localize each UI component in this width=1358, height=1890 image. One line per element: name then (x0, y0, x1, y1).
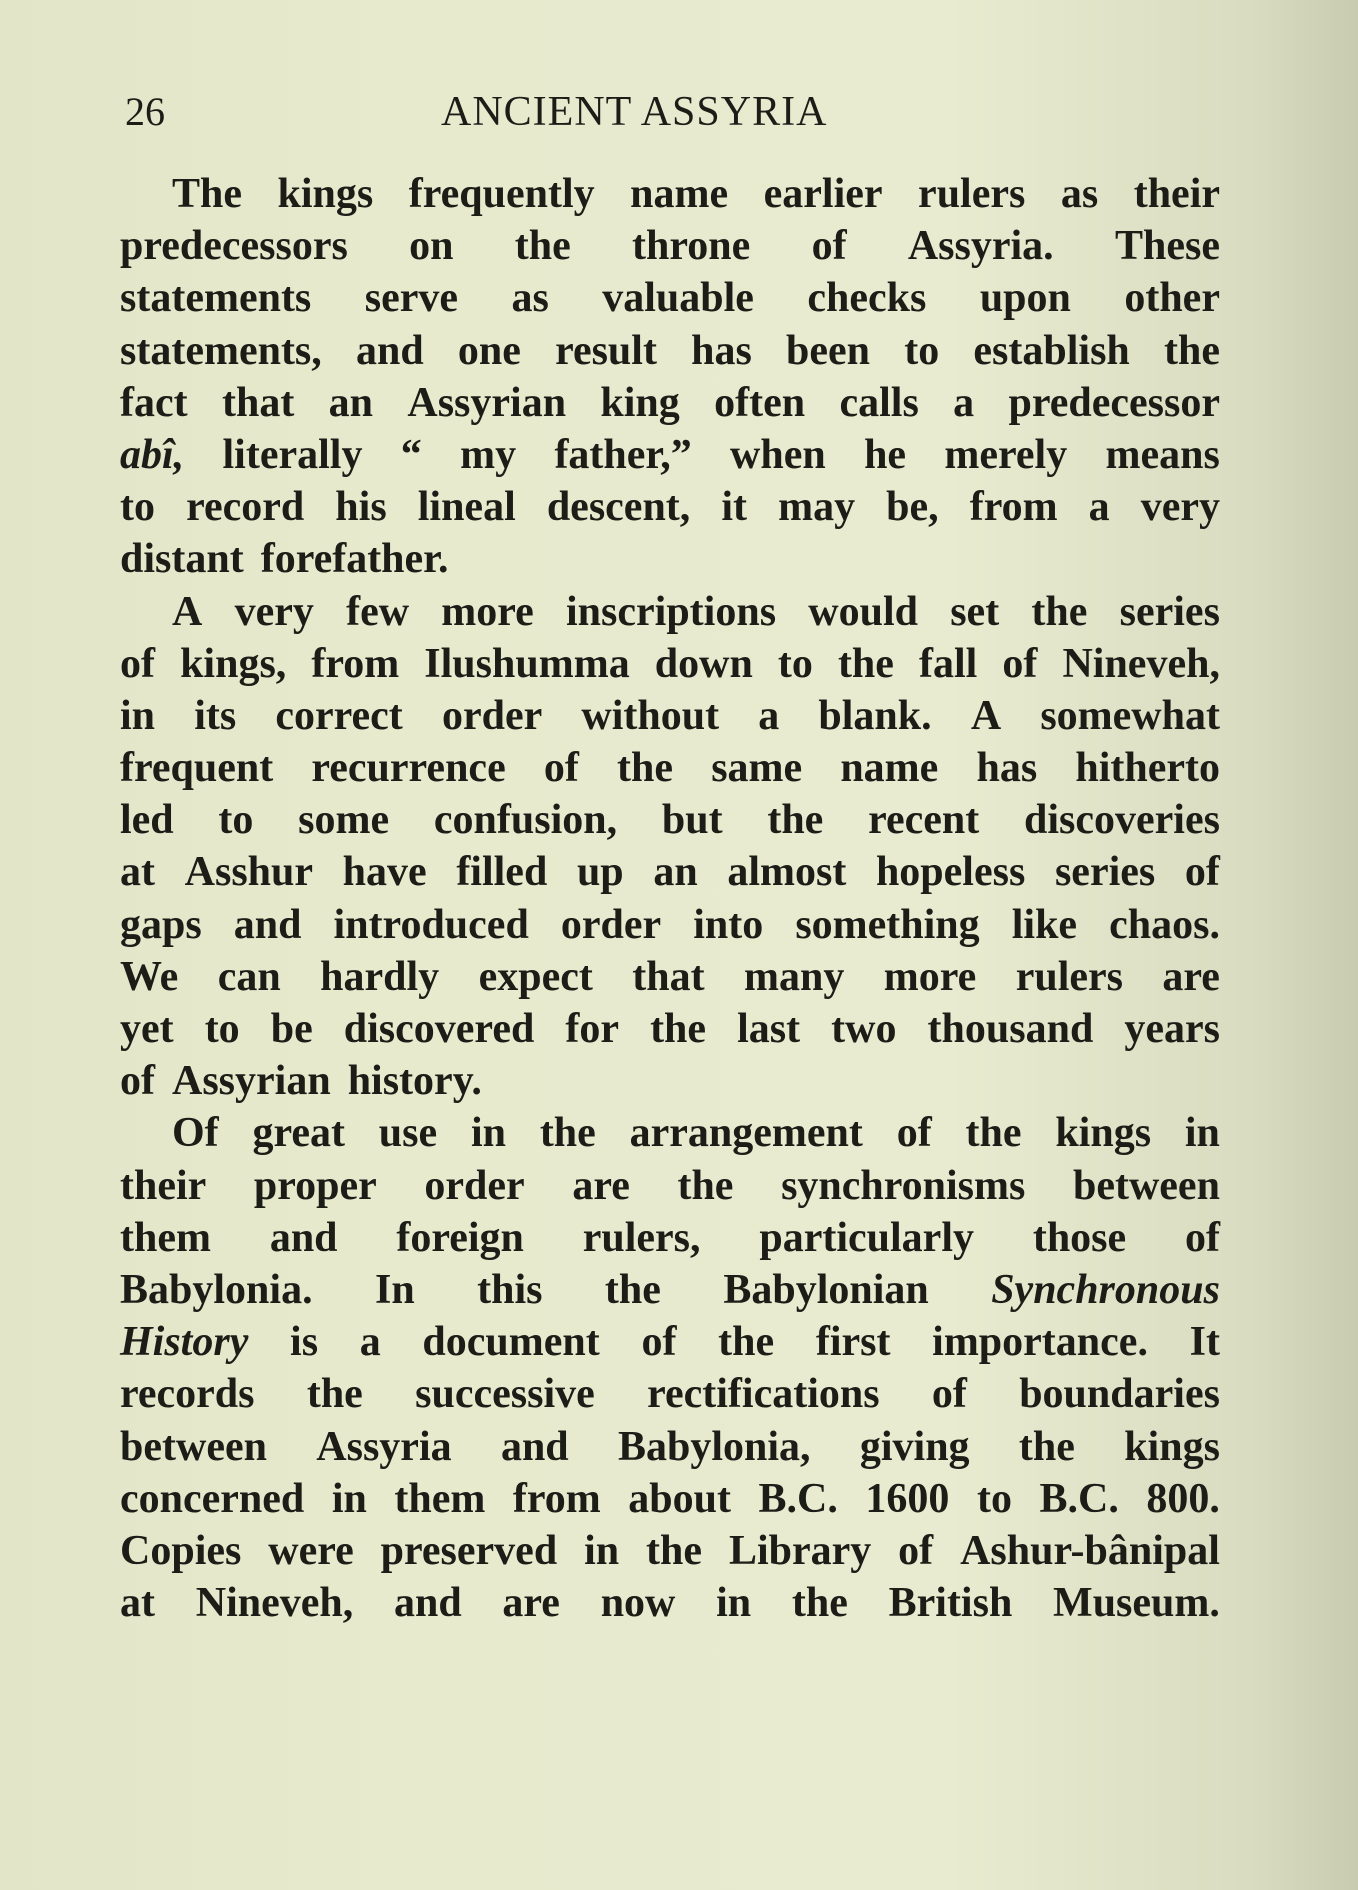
word: in (331, 1475, 367, 1522)
word: were (268, 1527, 354, 1574)
word: A (970, 692, 1002, 739)
word: at (120, 1580, 155, 1627)
word: abî, (120, 431, 185, 478)
word: “ (400, 431, 422, 478)
word: may (778, 484, 856, 531)
text-line (120, 272, 1220, 324)
word: more (441, 588, 534, 635)
word: the (1018, 1423, 1075, 1470)
word: A (172, 588, 203, 635)
word: in (470, 1110, 506, 1157)
word: a (1088, 484, 1110, 531)
word: Assyrian (172, 1058, 331, 1105)
word: the (617, 745, 674, 792)
text-line (120, 1577, 1220, 1629)
word: like (1011, 901, 1078, 948)
word: upon (979, 275, 1071, 322)
word: rectifications (647, 1371, 880, 1418)
word: the (604, 1266, 661, 1313)
word: earlier (763, 171, 883, 217)
text-line (120, 1160, 1220, 1212)
word: of (543, 745, 579, 792)
word: distant (120, 536, 244, 583)
text-line (120, 951, 1220, 1003)
word: serve (364, 275, 458, 322)
word: the (767, 797, 824, 844)
word: led (120, 797, 174, 844)
word: of (1002, 640, 1038, 687)
word: chaos. (1109, 901, 1220, 948)
word: kings (1124, 1423, 1220, 1470)
word: their (120, 1162, 207, 1209)
paragraph (120, 1107, 1220, 1629)
word: Copies (120, 1527, 242, 1574)
word: those (1032, 1214, 1127, 1261)
text-line (120, 377, 1220, 429)
body-text (120, 168, 1220, 1629)
word: checks (807, 275, 927, 322)
word: establish (973, 327, 1130, 374)
word: record (186, 484, 305, 531)
word: from (512, 1475, 601, 1522)
word: the (965, 1110, 1022, 1157)
word: has (691, 327, 752, 374)
word: of (641, 1319, 677, 1366)
word: In (375, 1266, 415, 1313)
word: name (630, 171, 729, 217)
word: somewhat (1040, 692, 1220, 739)
word: of (811, 223, 847, 270)
word: are (502, 1580, 560, 1627)
word: of (120, 1058, 155, 1105)
word: means (1105, 431, 1220, 478)
word: discovered (343, 1006, 535, 1052)
word: a (953, 379, 975, 426)
word: hardly (320, 953, 440, 1000)
word: B.C. (758, 1475, 838, 1522)
word: Museum. (1053, 1580, 1220, 1627)
word: the (791, 1580, 848, 1627)
word: result (555, 327, 657, 374)
text-line (120, 846, 1220, 898)
word: statements (120, 275, 312, 322)
word: expect (478, 953, 593, 1000)
word: its (194, 692, 237, 739)
word: about (628, 1475, 731, 1522)
word: the (539, 1110, 596, 1157)
word: between (1072, 1162, 1220, 1209)
word: Babylonia. (120, 1266, 313, 1313)
word: blank. (818, 692, 932, 739)
text-line (120, 1212, 1220, 1264)
word: Assyria. (907, 223, 1054, 270)
word: now (600, 1580, 676, 1627)
word: B.C. (1039, 1475, 1119, 1522)
word: foreign (396, 1214, 524, 1261)
word: Of (172, 1110, 219, 1157)
word: fall (919, 640, 978, 687)
word: giving (859, 1423, 970, 1470)
word: to (120, 484, 155, 531)
word: yet (120, 1006, 174, 1052)
word: of (1184, 849, 1220, 896)
text-line (120, 586, 1220, 638)
word: Babylonian (723, 1266, 929, 1313)
word: frequent (120, 745, 274, 792)
word: History (120, 1319, 249, 1366)
word: to (218, 797, 254, 844)
word: kings (1055, 1110, 1152, 1157)
text-line (120, 1264, 1220, 1316)
word: preserved (380, 1527, 558, 1574)
word: name (840, 745, 939, 792)
text-line (120, 1003, 1220, 1055)
word: valuable (602, 275, 754, 322)
word: almost (727, 849, 847, 896)
word: would (808, 588, 918, 635)
word: as (511, 275, 549, 322)
word: 800. (1146, 1475, 1220, 1522)
word: document (422, 1319, 600, 1366)
word: without (581, 692, 720, 739)
word: proper (253, 1162, 377, 1209)
word: forefather. (260, 536, 449, 583)
word: recurrence (311, 745, 506, 792)
word: them (394, 1475, 486, 1522)
word: order (424, 1162, 525, 1209)
word: Babylonia, (617, 1423, 811, 1470)
word: that (632, 953, 705, 1000)
word: history. (347, 1058, 482, 1105)
word: for (565, 1006, 620, 1052)
word: Ilushumma (424, 640, 630, 687)
word: other (1124, 275, 1220, 322)
word: an (653, 849, 698, 896)
word: the (837, 640, 894, 687)
word: merely (944, 431, 1068, 478)
word: the (718, 1319, 775, 1366)
word: lineal (417, 484, 516, 531)
text-line (120, 690, 1220, 742)
word: but (661, 797, 723, 844)
word: to (777, 640, 813, 687)
paragraph (120, 168, 1220, 586)
text-line (120, 899, 1220, 951)
word: of (1185, 1214, 1220, 1261)
word: calls (839, 379, 919, 426)
word: something (795, 901, 980, 948)
word: concerned (120, 1475, 305, 1522)
word: of (896, 1110, 932, 1157)
word: king (600, 379, 680, 426)
word: in (120, 692, 156, 739)
word: statements, (120, 327, 322, 374)
word: introduced (333, 901, 529, 948)
text-line (120, 168, 1220, 220)
word: set (950, 588, 1000, 635)
word: kings, (180, 640, 287, 687)
word: hitherto (1075, 745, 1220, 792)
word: be, (886, 484, 939, 531)
word: have (342, 849, 427, 896)
word: has (976, 745, 1038, 792)
word: in (584, 1527, 620, 1574)
word: Assyrian (407, 379, 567, 426)
word: arrangement (629, 1110, 863, 1157)
word: confusion, (433, 797, 618, 844)
paragraph (120, 586, 1220, 1108)
word: successive (415, 1371, 595, 1418)
word: rulers (1015, 953, 1123, 1000)
word: are (1162, 953, 1220, 1000)
word: filled (456, 849, 548, 896)
word: between (120, 1423, 267, 1470)
word: great (252, 1110, 345, 1157)
word: use (378, 1110, 438, 1157)
word: Library (728, 1527, 872, 1574)
text-line (120, 533, 1220, 585)
word: down (654, 640, 753, 687)
word: a (359, 1319, 381, 1366)
word: the (1163, 327, 1220, 374)
word: importance. (932, 1319, 1148, 1366)
text-line (120, 1368, 1220, 1420)
word: few (346, 588, 410, 635)
word: descent, (546, 484, 691, 531)
word: on (409, 223, 454, 270)
word: more (883, 953, 977, 1000)
word: are (572, 1162, 630, 1209)
text-line (120, 325, 1220, 377)
word: These (1114, 223, 1220, 270)
word: the (1031, 588, 1088, 635)
word: particularly (759, 1214, 974, 1261)
word: this (477, 1266, 543, 1313)
word: in (716, 1580, 752, 1627)
word: records (120, 1371, 255, 1418)
word: at (120, 849, 155, 896)
word: Nineveh, (195, 1580, 354, 1627)
page-header (125, 82, 1215, 142)
word: rulers (918, 171, 1026, 217)
word: be (270, 1006, 313, 1052)
text-line (120, 1055, 1220, 1107)
word: it (721, 484, 748, 531)
word: when (730, 431, 826, 478)
page-number: 26 (125, 89, 165, 134)
text-line (120, 1473, 1220, 1525)
word: order (560, 901, 662, 948)
word: from (311, 640, 400, 687)
word: We (120, 953, 179, 1000)
text-line (120, 429, 1220, 481)
word: a (758, 692, 780, 739)
word: Asshur (184, 849, 314, 896)
word: can (217, 953, 281, 1000)
word: recent (868, 797, 980, 844)
text-line (120, 1316, 1220, 1368)
word: the (306, 1371, 363, 1418)
word: to (904, 327, 940, 374)
word: Synchronous (991, 1266, 1220, 1313)
word: to (204, 1006, 240, 1052)
word: father,” (554, 431, 692, 478)
text-line (120, 1525, 1220, 1577)
word: predecessor (1008, 379, 1220, 426)
word: hopeless (875, 849, 1026, 896)
word: predecessors (120, 223, 348, 270)
word: very (234, 588, 314, 635)
word: literally (222, 431, 363, 478)
word: Ashur-bânipal (960, 1527, 1220, 1574)
word: in (1184, 1110, 1220, 1157)
word: two (831, 1006, 897, 1052)
text-line (120, 1107, 1220, 1159)
word: 1600 (865, 1475, 950, 1522)
word: of (120, 640, 155, 687)
word: my (460, 431, 517, 478)
word: frequently (408, 171, 595, 217)
word: rulers, (582, 1214, 701, 1261)
word: same (711, 745, 803, 792)
word: and (233, 901, 302, 948)
word: and (269, 1214, 338, 1261)
word: their (1133, 171, 1220, 217)
word: discoveries (1023, 797, 1220, 844)
word: first (815, 1319, 891, 1366)
word: the (514, 223, 571, 270)
word: them (120, 1214, 211, 1261)
word: and (355, 327, 424, 374)
word: an (328, 379, 374, 426)
text-line (120, 742, 1220, 794)
word: boundaries (1019, 1371, 1220, 1418)
word: that (221, 379, 295, 426)
word: the (677, 1162, 734, 1209)
word: fact (120, 379, 188, 426)
word: kings (277, 171, 374, 217)
word: and (393, 1580, 462, 1627)
word: very (1140, 484, 1220, 531)
word: of (898, 1527, 934, 1574)
text-line (120, 1421, 1220, 1473)
word: and (500, 1423, 569, 1470)
word: the (646, 1527, 703, 1574)
word: often (714, 379, 806, 426)
running-title: ANCIENT ASSYRIA (441, 89, 828, 135)
word: into (693, 901, 764, 948)
word: It (1189, 1319, 1220, 1366)
word: one (457, 327, 521, 374)
word: thousand (927, 1006, 1094, 1052)
word: last (737, 1006, 801, 1052)
word: up (576, 849, 624, 896)
text-line (120, 481, 1220, 533)
word: Assyria (316, 1423, 452, 1470)
word: Nineveh, (1062, 640, 1220, 687)
word: series (1054, 849, 1156, 896)
word: series (1119, 588, 1220, 635)
word: he (864, 431, 907, 478)
word: some (298, 797, 390, 844)
word: years (1124, 1006, 1220, 1052)
word: correct (275, 692, 403, 739)
word: his (335, 484, 387, 531)
text-line (120, 220, 1220, 272)
word: of (931, 1371, 967, 1418)
word: been (786, 327, 871, 374)
word: is (290, 1319, 319, 1366)
word: British (888, 1580, 1013, 1627)
word: many (744, 953, 845, 1000)
word: inscriptions (566, 588, 777, 635)
text-line (120, 638, 1220, 690)
word: gaps (120, 901, 202, 948)
word: The (172, 171, 243, 217)
word: as (1060, 171, 1099, 217)
word: the (650, 1006, 707, 1052)
word: synchronisms (781, 1162, 1026, 1209)
word: to (976, 1475, 1012, 1522)
word: order (441, 692, 543, 739)
word: throne (632, 223, 751, 270)
text-line (120, 794, 1220, 846)
word: from (969, 484, 1058, 531)
